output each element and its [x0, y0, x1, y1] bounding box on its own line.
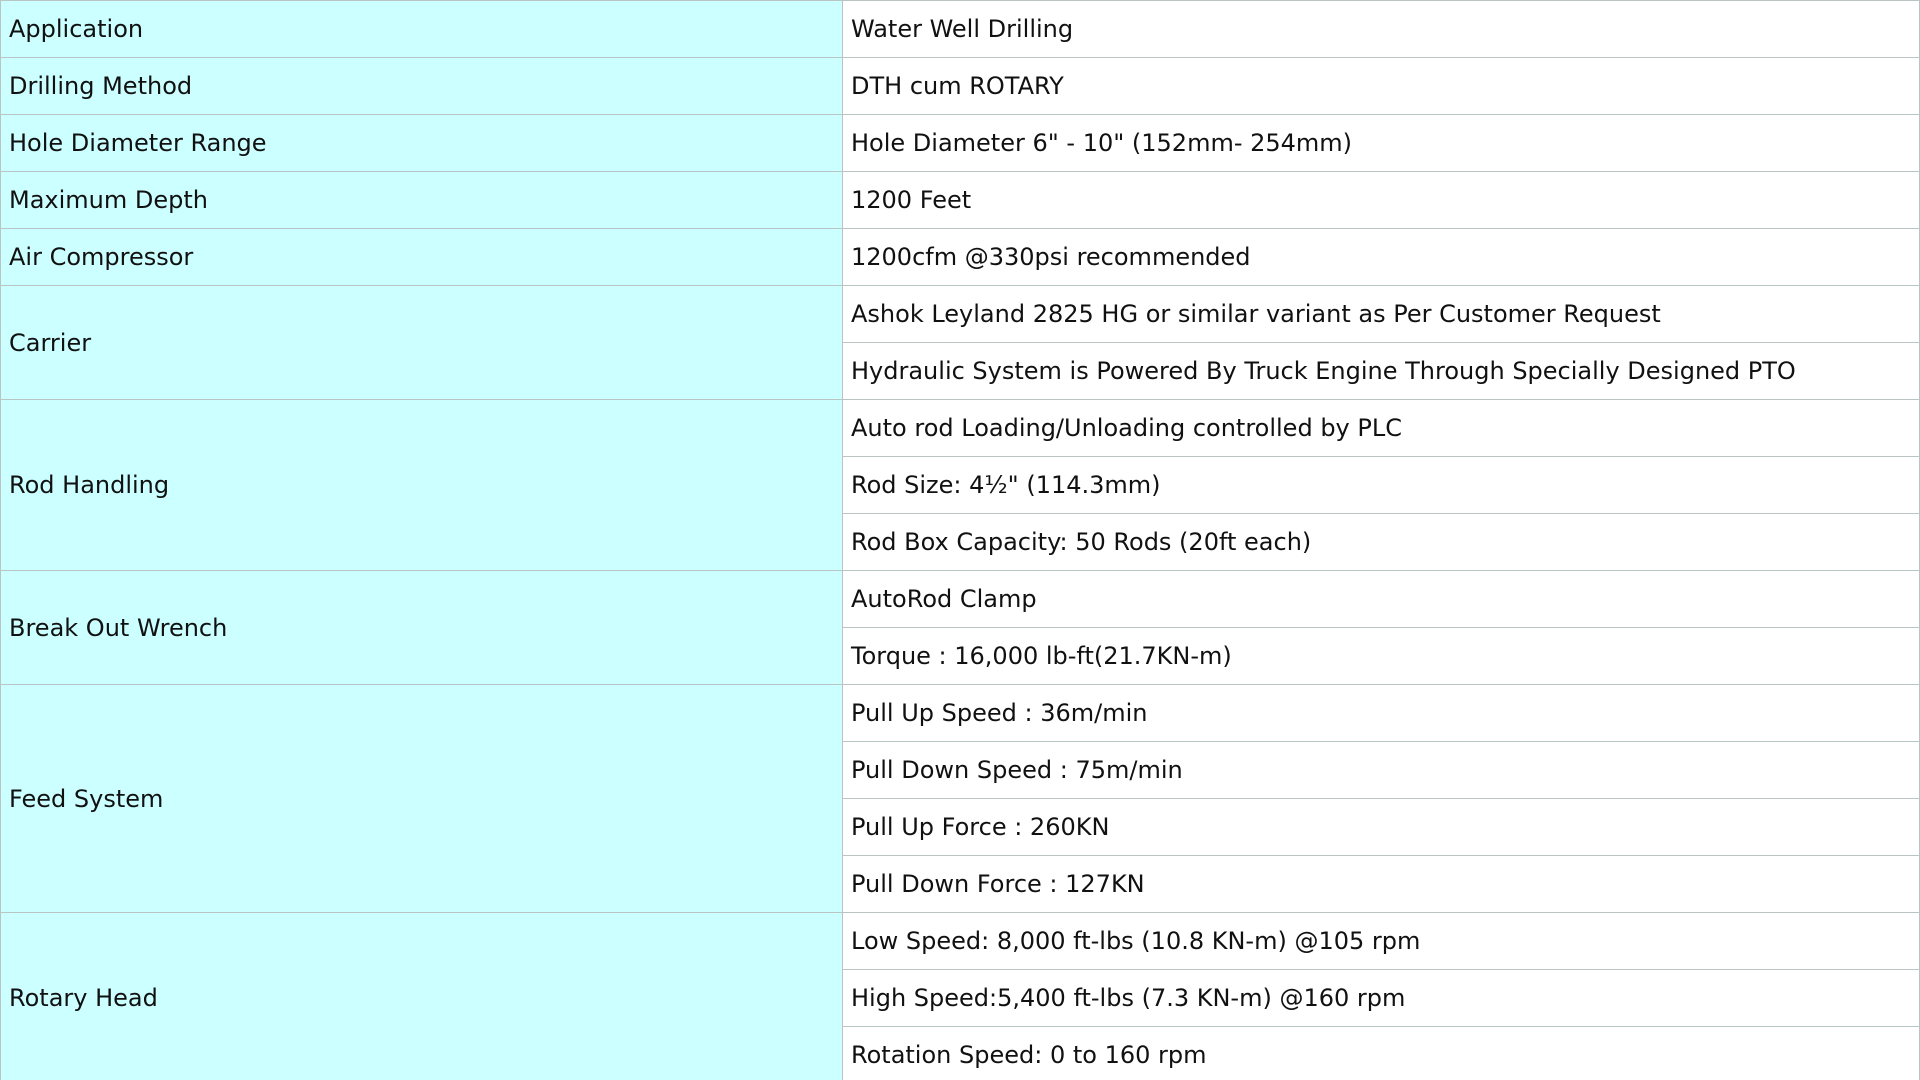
- spec-value: Hydraulic System is Powered By Truck Engine Through Specially Designed PTO: [843, 343, 1920, 400]
- spec-label-rotary-head: Rotary Head: [1, 913, 843, 1080]
- spec-value: Rod Size: 4½" (114.3mm): [843, 457, 1920, 514]
- spec-label-application: Application: [1, 1, 843, 58]
- spec-value: Water Well Drilling: [843, 1, 1920, 58]
- table-row: [1, 115, 1920, 172]
- spec-value: Rod Box Capacity: 50 Rods (20ft each): [843, 514, 1920, 571]
- spec-value: Pull Down Force : 127KN: [843, 856, 1920, 913]
- table-row: [1, 571, 1920, 628]
- spec-label-drilling-method: Drilling Method: [1, 58, 843, 115]
- table-row: [1, 685, 1920, 742]
- table-row: [1, 286, 1920, 343]
- spec-label-carrier: Carrier: [1, 286, 843, 400]
- spec-value: AutoRod Clamp: [843, 571, 1920, 628]
- spec-label-hole-diameter-range: Hole Diameter Range: [1, 115, 843, 172]
- spec-value: Low Speed: 8,000 ft-lbs (10.8 KN-m) @105 rpm: [843, 913, 1920, 970]
- spec-value: Pull Up Force : 260KN: [843, 799, 1920, 856]
- spec-value: Ashok Leyland 2825 HG or similar variant as Per Customer Request: [843, 286, 1920, 343]
- table-row: [1, 229, 1920, 286]
- spec-label-feed-system: Feed System: [1, 685, 843, 913]
- spec-value: Torque : 16,000 lb-ft(21.7KN-m): [843, 628, 1920, 685]
- table-row: [1, 1, 1920, 58]
- spec-value: High Speed:5,400 ft-lbs (7.3 KN-m) @160 rpm: [843, 970, 1920, 1027]
- spec-label-rod-handling: Rod Handling: [1, 400, 843, 571]
- spec-value: Auto rod Loading/Unloading controlled by PLC: [843, 400, 1920, 457]
- table-row: [1, 172, 1920, 229]
- spec-value: Pull Down Speed : 75m/min: [843, 742, 1920, 799]
- spec-label-maximum-depth: Maximum Depth: [1, 172, 843, 229]
- spec-value: 1200cfm @330psi recommended: [843, 229, 1920, 286]
- spec-label-air-compressor: Air Compressor: [1, 229, 843, 286]
- spec-value: Rotation Speed: 0 to 160 rpm: [843, 1027, 1920, 1080]
- table-row: [1, 58, 1920, 115]
- table-row: [1, 913, 1920, 970]
- specifications-table-body: [1, 1, 1920, 1080]
- spec-value: 1200 Feet: [843, 172, 1920, 229]
- spec-value: DTH cum ROTARY: [843, 58, 1920, 115]
- spec-label-break-out-wrench: Break Out Wrench: [1, 571, 843, 685]
- spec-value: Hole Diameter 6" - 10" (152mm- 254mm): [843, 115, 1920, 172]
- spec-value: Pull Up Speed : 36m/min: [843, 685, 1920, 742]
- table-row: [1, 400, 1920, 457]
